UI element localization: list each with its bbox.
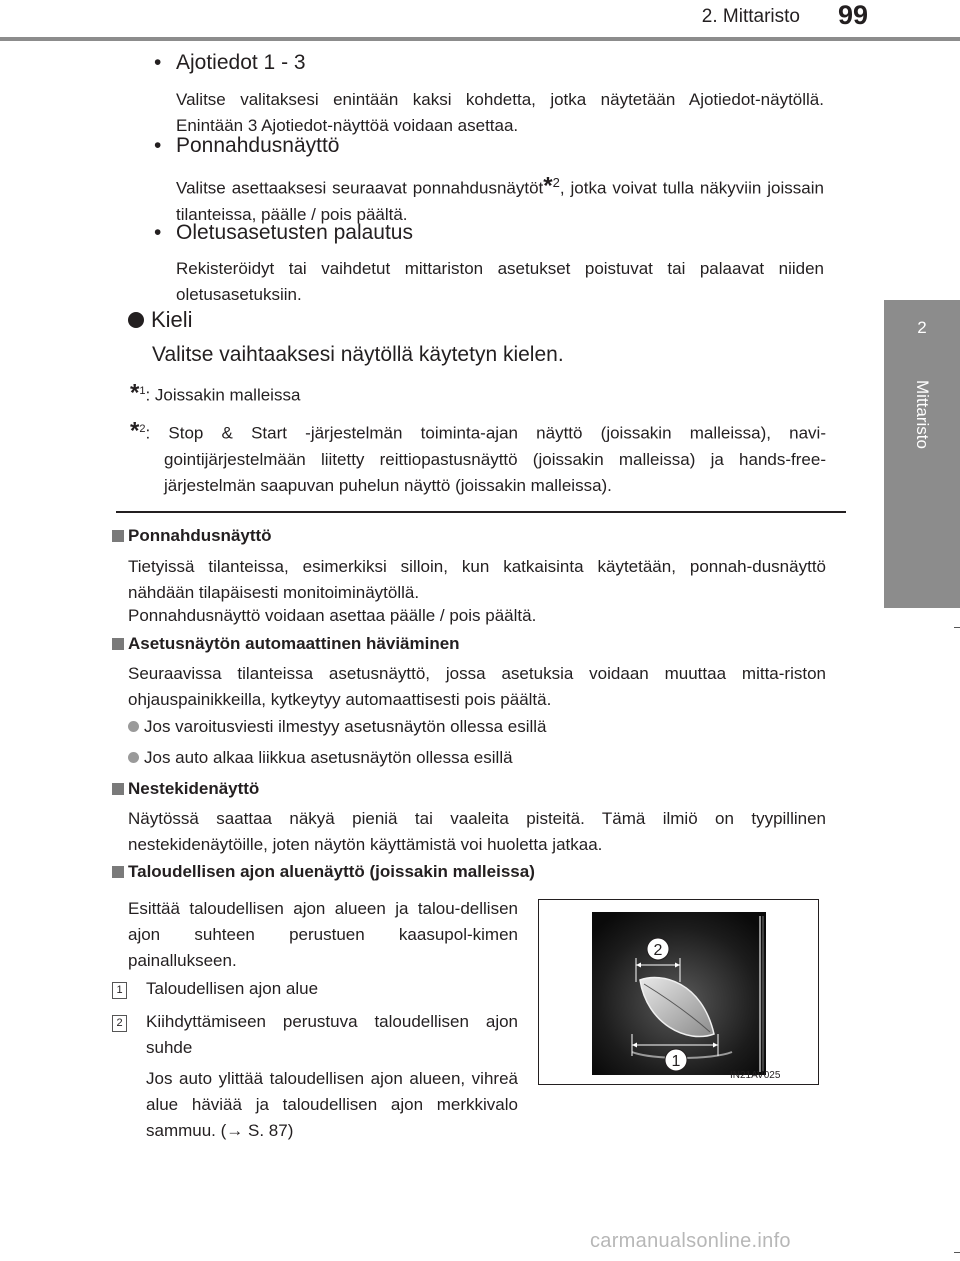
item-body: Valitse valitaksesi enintään kaksi kohdetta, jotka näytetään Ajotiedot-näytöllä. Enintään 3 Ajotiedot-näyttöä voidaan asettaa. xyxy=(176,90,824,135)
section-title: 2. Mittaristo xyxy=(701,6,800,27)
list-item: Kiihdyttämiseen perustuva taloudellisen ajon suhde xyxy=(146,1012,518,1057)
bullet-dot-icon xyxy=(128,752,139,763)
section-body: Seuraavissa tilanteissa asetusnäyttö, jossa asetuksia voidaan muuttaa mitta-riston ohjauspainikkeilla, kytkeytyy automaattisesti pois päältä. xyxy=(128,664,826,709)
kieli-body: Valitse vaihtaaksesi näytöllä käytetyn kielen. xyxy=(152,343,564,366)
section-heading: Taloudellisen ajon aluenäyttö (joissakin malleissa) xyxy=(112,862,535,882)
watermark: carmanualsonline.info xyxy=(590,1230,791,1252)
square-bullet-icon xyxy=(112,530,124,542)
section-heading: Ponnahdusnäyttö xyxy=(112,526,272,546)
bullet-dot-icon xyxy=(128,721,139,732)
kieli-heading: Kieli xyxy=(128,307,193,333)
edge-tick xyxy=(954,627,960,628)
list-item: Jos auto alkaa liikkua asetusnäytön ollessa esillä xyxy=(128,748,513,768)
figure-code: IN21AV025 xyxy=(730,1070,781,1081)
footnote-2: *$^2$: Stop & Start -järjestelmän toiminta-ajan näyttö (joissakin malleissa), navi-gointijärjestelmään liitetty reittiopastusnäyttö (joissakin malleissa) ja hands-free-järjestelmän saapuvan puhelun näyttö (joissakin malleissa). xyxy=(130,417,826,495)
figure-label-2: 2 xyxy=(653,942,663,959)
item-body: Valitse asettaaksesi seuraavat ponnahdusnäytöt*$^2$, jotka voivat tulla näkyviin joissain tilanteissa, päälle / pois päältä. xyxy=(176,172,824,224)
section-heading: Nestekidenäyttö xyxy=(112,779,259,799)
item-heading: • Ponnahdusnäyttö xyxy=(158,134,339,158)
figure-label-1: 1 xyxy=(671,1053,681,1070)
square-bullet-icon xyxy=(112,638,124,650)
eco-zone-illustration xyxy=(592,912,766,1075)
list-number: 1 xyxy=(112,980,127,999)
item-heading: • Ajotiedot 1 - 3 xyxy=(158,51,306,75)
bullet-dot-icon xyxy=(128,312,144,328)
section-heading: Asetusnäytön automaattinen häviäminen xyxy=(112,634,460,654)
section-note: Jos auto ylittää taloudellisen ajon alueen, vihreä alue häviää ja taloudellisen ajon merkkivalo sammuu. (→ S. 87) xyxy=(146,1069,518,1140)
chapter-number: 2 xyxy=(917,318,927,337)
list-item: Jos varoitusviesti ilmestyy asetusnäytön ollessa esillä xyxy=(128,717,547,737)
list-item: Taloudellisen ajon alue xyxy=(146,979,319,998)
footnote-1: *$^1$: Joissakin malleissa xyxy=(130,379,301,407)
square-bullet-icon xyxy=(112,783,124,795)
section-body: Näytössä saattaa näkyä pieniä tai vaaleita pisteitä. Tämä ilmiö on tyypillinen nestekidenäytöille, joten näytön käyttämistä voi huoletta jatkaa. xyxy=(128,809,826,854)
section-body: Tietyissä tilanteissa, esimerkiksi silloin, kun katkaisinta käytetään, ponnah-dusnäyttö nähdään tilapäisesti monitoiminäytöllä. xyxy=(128,557,826,602)
edge-tick xyxy=(954,1252,960,1253)
section-body: Ponnahdusnäyttö voidaan asettaa päälle / pois päältä. xyxy=(128,606,537,625)
section-divider xyxy=(116,511,846,513)
page-number: 99 xyxy=(837,0,868,30)
section-body: Esittää taloudellisen ajon alueen ja talou-dellisen ajon suhteen perustuen kaasupol-kimen painallukseen. xyxy=(128,899,518,970)
square-bullet-icon xyxy=(112,866,124,878)
header-rule xyxy=(0,37,960,41)
list-number: 2 xyxy=(112,1013,127,1032)
chapter-label: Mittaristo xyxy=(913,380,932,449)
item-heading: • Oletusasetusten palautus xyxy=(158,221,413,245)
item-body: Rekisteröidyt tai vaihdetut mittariston asetukset poistuvat tai palaavat niiden oletusasetuksiin. xyxy=(176,259,824,304)
